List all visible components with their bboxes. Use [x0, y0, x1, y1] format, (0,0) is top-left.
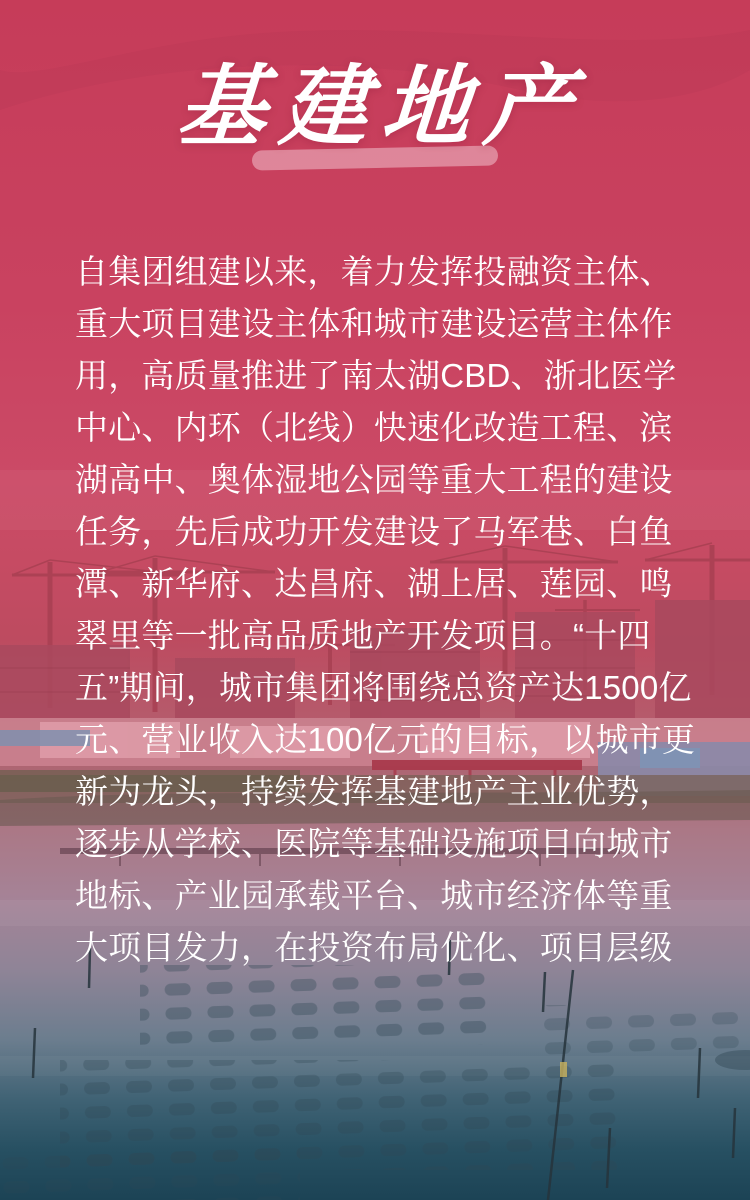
paragraph-line: 自集团组建以来，着力发挥投融资主体、 [75, 253, 673, 290]
paragraph-line: 地标、产业园承载平台、城市经济体等重 [75, 877, 673, 914]
paragraph-line: 五”期间，城市集团将围绕总资产达1500亿 [75, 669, 692, 706]
paragraph-line: 逐步从学校、医院等基础设施项目向城市 [75, 825, 673, 862]
paragraph-line: 元、营业收入达100亿元的目标，以城市更 [75, 721, 696, 758]
paragraph-line: 重大项目建设主体和城市建设运营主体作 [75, 305, 673, 342]
paragraph-line: 湖高中、奥体湿地公园等重大工程的建设 [75, 461, 673, 498]
title-block [0, 0, 750, 230]
paragraph-line: 新为龙头，持续发挥基建地产主业优势， [75, 773, 673, 810]
paragraph-line: 任务，先后成功开发建设了马军巷、白鱼 [75, 513, 673, 550]
body-paragraph [75, 246, 696, 974]
paragraph-line: 中心、内环（北线）快速化改造工程、滨 [75, 409, 673, 446]
paragraph-line: 用，高质量推进了南太湖CBD、浙北医学 [75, 357, 677, 394]
page-title: 基建地产 [174, 57, 590, 156]
paragraph-line: 大项目发力，在投资布局优化、项目层级 [75, 929, 673, 966]
paragraph-line: 翠里等一批高品质地产开发项目。“十四 [75, 617, 651, 654]
paragraph-line: 潭、新华府、达昌府、湖上居、莲园、鸣 [75, 565, 673, 602]
